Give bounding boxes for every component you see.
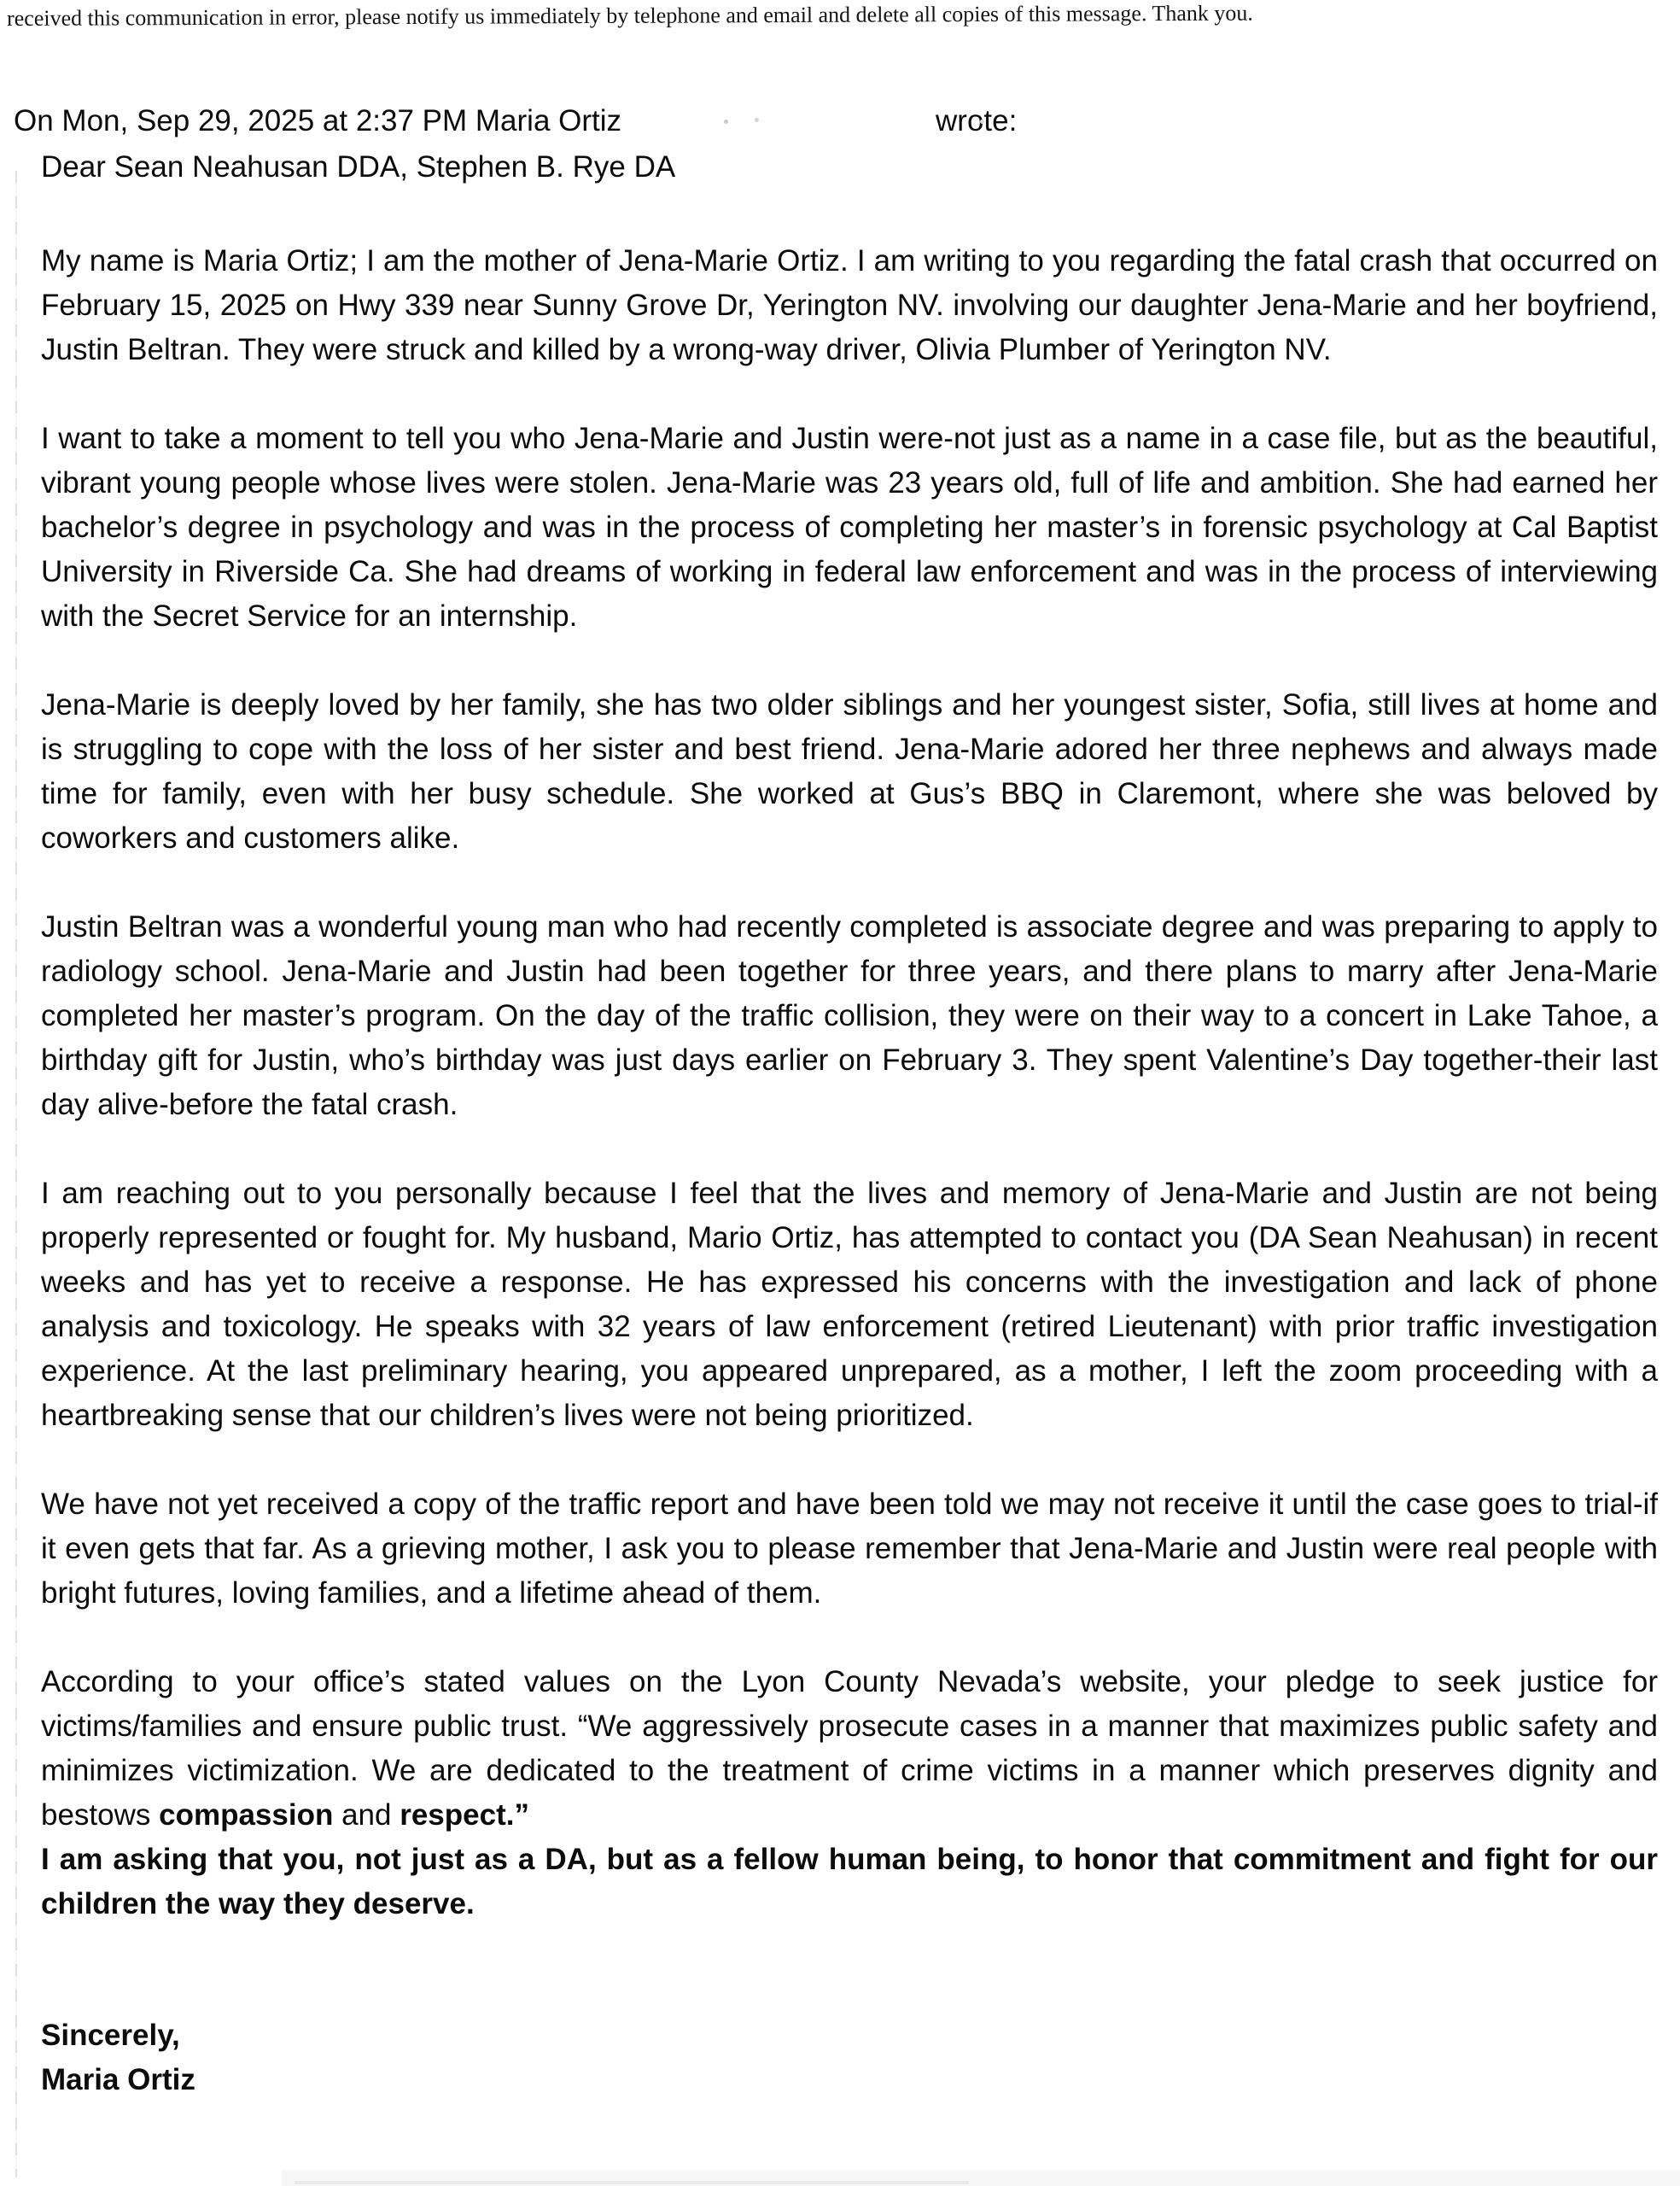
salutation-line: Dear Sean Neahusan DDA, Stephen B. Rye DA [41, 150, 676, 184]
paragraph-office-values [41, 1660, 1658, 1838]
paragraph-family: Jena-Marie is deeply loved by her family, she has two older siblings and her youngest sister, Sofia, still lives at home and is struggling to cope with the loss of her sister and best friend. Jena-Marie adored her three nephews and always made time for family, even with her busy schedule. She worked at Gus’s BBQ in Claremont, where she was beloved by coworkers and customers alike. [41, 688, 1658, 855]
email-body [14, 99, 1658, 2102]
paragraph-appeal-bold: I am asking that you, not just as a DA, but as a fellow human being, to honor that commitment and fight for our children the way they deserve. [41, 1843, 1658, 1920]
closing-sincerely: Sincerely, [41, 2019, 180, 2052]
email-sent-line-suffix: wrote: [936, 104, 1018, 137]
paragraph-intro-crash: My name is Maria Ortiz; I am the mother of Jena-Marie Ortiz. I am writing to you regarding the fatal crash that occurred on February 15, 2025 on Hwy 339 near Sunny Grove Dr, Yerington NV. involving our daughter Jena-Marie and her boyfriend, Justin Beltran. They were struck and killed by a wrong-way driver, Olivia Plumber of Yerington NV. [41, 244, 1658, 366]
paragraph-traffic-report: We have not yet received a copy of the traffic report and have been told we may not receive it until the case goes to trial-if it even gets that far. As a grieving mother, I ask you to please remember that Jena-Marie and Justin were real people with bright futures, loving families, and a lifetime ahead of them. [41, 1488, 1658, 1610]
office-values-connector: and [333, 1798, 400, 1832]
office-values-text: According to your office’s stated values on the Lyon County Nevada’s website, your pledge to seek justice for victims/families and ensure public trust. “We aggressively prosecute cases in a manner that maximizes public safety and minimizes victimization. We are dedicated to the treatment of crime victims in a manner which preserves dignity and bestows [41, 1665, 1658, 1832]
paragraph-justin: Justin Beltran was a wonderful young man who had recently completed is associate degree and was preparing to apply to radiology school. Jena-Marie and Justin had been together for three years, and there plans to marry after Jena-Marie completed her master’s program. On the day of the traffic collision, they were on their way to a concert in Lake Tahoe, a birthday gift for Justin, who’s birthday was just days earlier on February 3. They spent Valentine’s Day together-their last day alive-before the fatal crash. [41, 910, 1658, 1121]
email-sent-line-prefix: On Mon, Sep 29, 2025 at 2:37 PM Maria Ortiz [14, 104, 622, 137]
bold-word-compassion: compassion [159, 1798, 334, 1832]
paragraph-who-they-were: I want to take a moment to tell you who Jena-Marie and Justin were-not just as a name in a case file, but as the beautiful, vibrant young people whose lives were stolen. Jena-Marie was 23 years old, full of life and ambition. She had earned her bachelor’s degree in psychology and was in the process of completing her master’s in forensic psychology at Cal Baptist University in Riverside Ca. She had dreams of working in federal law enforcement and was in the process of interviewing with the Secret Service for an internship. [41, 422, 1658, 633]
scan-artifact-left-line [15, 171, 17, 2177]
closing-signature: Maria Ortiz [41, 2063, 195, 2096]
bold-word-respect: respect.” [400, 1798, 529, 1832]
email-footer-disclaimer: received this communication in error, please notify us immediately by telephone and email and delete all copies of this message. Thank you. [7, 0, 1253, 31]
paragraph-concerns: I am reaching out to you personally because I feel that the lives and memory of Jena-Marie and Justin are not being properly represented or fought for. My husband, Mario Ortiz, has attempted to contact you (DA Sean Neahusan) in recent weeks and has yet to receive a response. He has expressed his concerns with the investigation and lack of phone analysis and toxicology. He speaks with 32 years of law enforcement (retired Lieutenant) with prior traffic investigation experience. At the last preliminary hearing, you appeared unprepared, as a mother, I left the zoom proceeding with a heartbreaking sense that our children’s lives were not being prioritized. [41, 1177, 1658, 1432]
closing-block [41, 2014, 1658, 2102]
redacted-email-address [621, 130, 936, 131]
scan-artifact-bottom-line [295, 2181, 969, 2184]
email-sent-line [14, 99, 1658, 143]
